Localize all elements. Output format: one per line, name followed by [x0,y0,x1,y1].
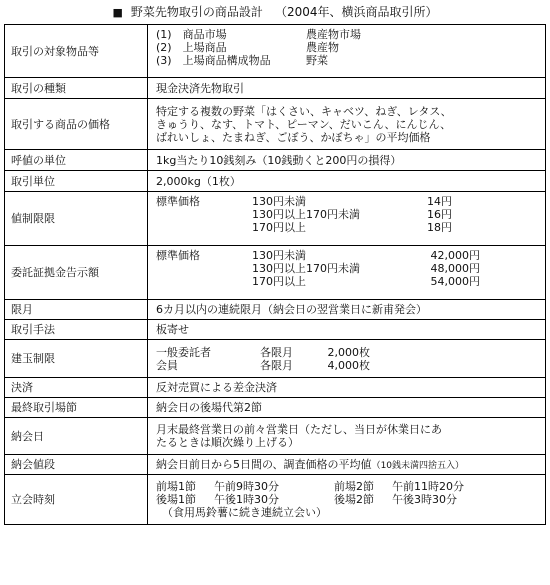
row-label: 納会値段 [5,455,148,475]
row-value: 現金決済先物取引 [148,78,546,99]
target-item-2-detail: 農産物 [306,41,339,54]
product-spec-table [4,24,546,525]
target-item-3-detail: 野菜 [306,54,328,67]
session-name-2: 前場2節 [334,480,374,493]
limit-range-3: 170円以上 [252,221,306,234]
margin-range-1: 130円未満 [252,249,306,262]
delivery-line-1: 月末最終営業日の前々営業日（ただし、当日が休業日にあ [156,423,442,436]
final-price-note: （10銭未満四捨五入） [371,461,465,471]
row-label: 取引手法 [5,320,148,340]
title-square-mark: ■ [112,6,123,19]
row-label: 取引する商品の価格 [5,99,148,150]
table-row [5,300,546,320]
document-title-bar [0,4,550,21]
table-row [5,340,546,378]
row-label: 立会時刻 [5,475,148,525]
row-value: 反対売買による差金決済 [148,378,546,398]
row-value [148,99,546,150]
table-row [5,78,546,99]
position-who-2: 会員 [156,358,178,372]
row-label: 納会日 [5,418,148,455]
table-row [5,418,546,455]
limit-amount-1: 14円 [427,195,452,208]
session-name-3: 後場1節 [156,493,196,506]
session-name-4: 後場2節 [334,493,374,506]
row-label: 値制限限 [5,192,148,246]
session-time-4: 午後3時30分 [392,493,457,506]
row-label: 最終取引場節 [5,398,148,418]
page-subtitle: （2004年、横浜商品取引所） [274,5,438,19]
row-value [148,192,546,246]
price-line-2: きゅうり、なす、トマト、ピーマン、だいこん、にんじん、 [156,117,452,131]
row-value [148,340,546,378]
position-amount-1: 2,000枚 [327,345,370,359]
margin-amount-1: 42,000円 [430,249,480,262]
table-row [5,150,546,171]
target-item-3: (3) 上場商品構成物品 [156,54,271,67]
row-value [148,475,546,525]
row-value [148,246,546,300]
table-row [5,246,546,300]
limit-range-2: 130円以上170円未満 [252,208,360,221]
row-value [148,25,546,78]
session-time-3: 午後1時30分 [214,493,279,506]
table-row [5,398,546,418]
position-scope-2: 各限月 [260,358,293,372]
margin-amount-2: 48,000円 [430,262,480,275]
row-label: 委託証拠金告示額 [5,246,148,300]
target-item-2: (2) 上場商品 [156,41,227,54]
position-who-1: 一般委託者 [156,345,211,359]
session-note: （食用馬鈴薯に続き連続立会い） [162,506,327,519]
position-scope-1: 各限月 [260,345,293,359]
row-value [148,418,546,455]
row-label: 取引単位 [5,171,148,192]
session-time-2: 午前11時20分 [392,480,464,493]
table-row [5,320,546,340]
price-line-3: ばれいしょ、たまねぎ、ごぼう、かぼちゃ」の平均価格 [156,130,431,144]
row-label: 取引の種類 [5,78,148,99]
row-label: 建玉制限 [5,340,148,378]
target-item-1: (1) 商品市場 [156,28,227,41]
row-value: 2,000kg（1枚） [148,171,546,192]
table-row [5,171,546,192]
delivery-line-2: たるときは順次繰り上げる） [156,436,299,449]
row-value [148,455,546,475]
row-value: 1kg当たり10銭刻み（10銭動くと200円の損得） [148,150,546,171]
margin-amount-3: 54,000円 [430,275,480,288]
table-row [5,378,546,398]
table-row [5,455,546,475]
page-title: 野菜先物取引の商品設計 [130,5,263,19]
limit-standard-price-label: 標準価格 [156,195,200,208]
price-line-1: 特定する複数の野菜「はくさい、キャベツ、ねぎ、レタス、 [156,104,452,118]
session-time-1: 午前9時30分 [214,480,279,493]
table-row [5,475,546,525]
row-label: 取引の対象物品等 [5,25,148,78]
row-value: 6カ月以内の連続限月（納会日の翌営業日に新甫発会） [148,300,546,320]
row-value: 納会日の後場代第2節 [148,398,546,418]
limit-range-1: 130円未満 [252,195,306,208]
final-price-text: 納会日前日から5日間の、調査価格の平均値 [156,458,372,471]
limit-amount-3: 18円 [427,221,452,234]
row-label: 呼値の単位 [5,150,148,171]
margin-range-3: 170円以上 [252,275,306,288]
target-item-1-detail: 農産物市場 [306,28,361,41]
table-row [5,192,546,246]
session-name-1: 前場1節 [156,480,196,493]
table-row [5,99,546,150]
table-row [5,25,546,78]
limit-amount-2: 16円 [427,208,452,221]
row-label: 決済 [5,378,148,398]
margin-range-2: 130円以上170円未満 [252,262,360,275]
margin-standard-price-label: 標準価格 [156,249,200,262]
row-label: 限月 [5,300,148,320]
row-value: 板寄せ [148,320,546,340]
position-amount-2: 4,000枚 [327,358,370,372]
